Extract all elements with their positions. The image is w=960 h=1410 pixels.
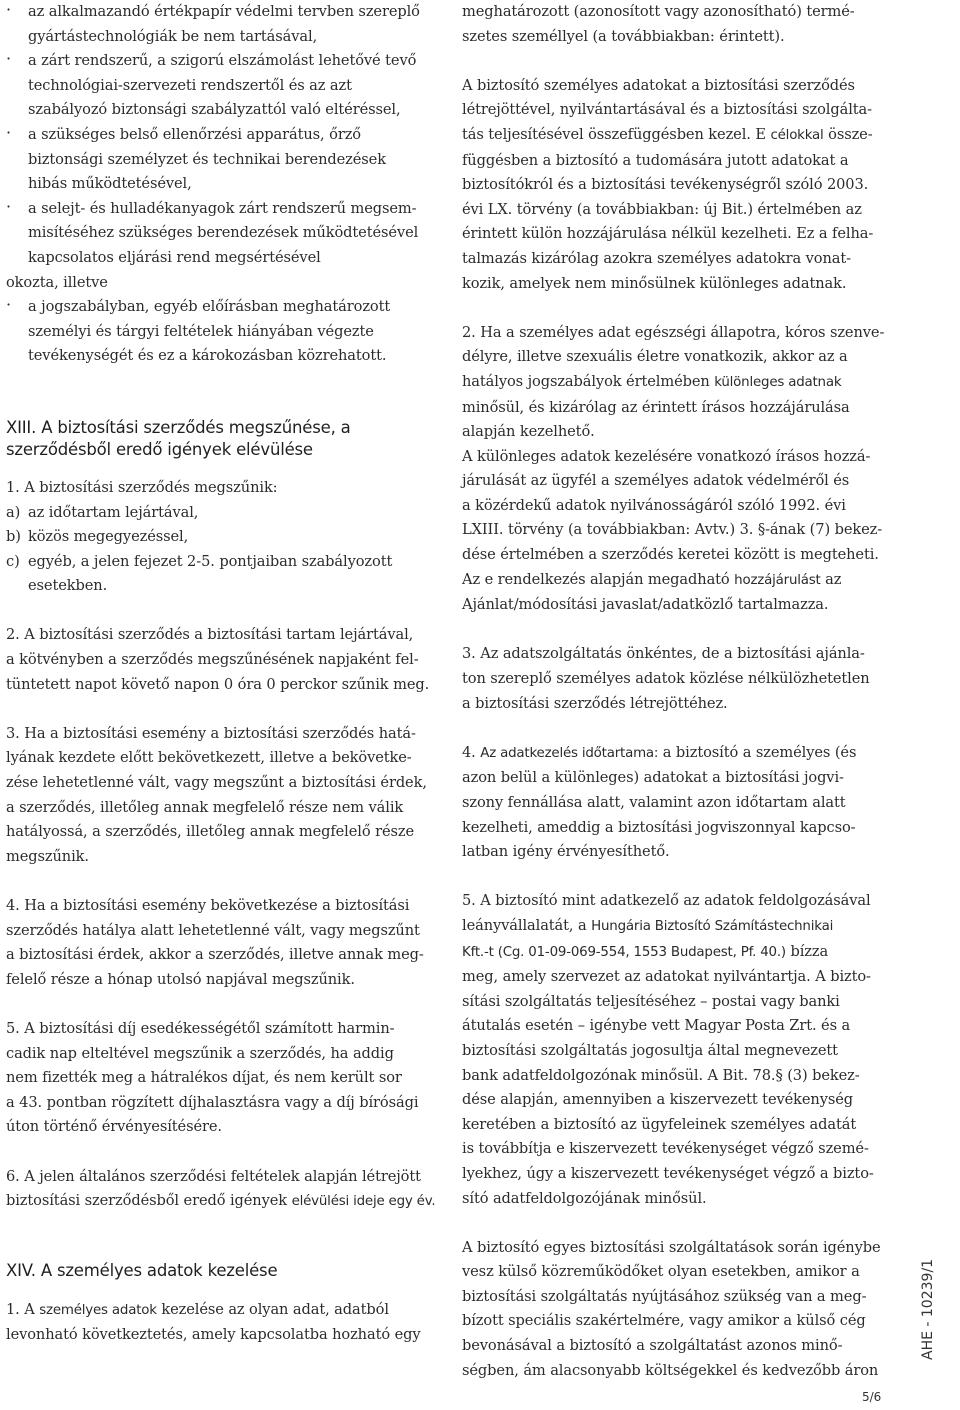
text-line: sítási szolgáltatás teljesítéséhez – postai vagy banki: [462, 992, 840, 1010]
right-column: [462, 0, 900, 1383]
text-run: Az e rendelkezés alapján megadható: [462, 570, 735, 588]
text-line: kezelheti, ameddig a biztosítási jogviszonnyal kapcso-: [462, 818, 856, 836]
text-line: A biztosító egyes biztosítási szolgáltatások során igénybe: [462, 1238, 881, 1256]
text-line: egyéb, a jelen fejezet 2-5. pontjaiban szabályozott: [28, 552, 393, 570]
text-run: leányvállalatát, a: [462, 916, 592, 934]
heading-line: szerződésből eredő igények elévülése: [6, 439, 313, 459]
text-line: szony fennállása alatt, valamint azon időtartam alatt: [462, 794, 846, 811]
paragraph-r3: [462, 642, 900, 716]
text-line: kozik, amelyek nem minősülnek különleges adatnak.: [462, 274, 847, 292]
bullet-item: [6, 0, 432, 49]
bullet-list: [6, 0, 432, 369]
text-line: [6, 1189, 436, 1215]
text-line: okozta, illetve: [6, 273, 108, 291]
highlight-text: elévülési ideje egy év.: [291, 1194, 436, 1210]
list-item: [6, 525, 432, 550]
text-line: dése alapján, amennyiben a kiszervezett tevékenység: [462, 1091, 854, 1109]
text-line: hibás működtetésével,: [28, 175, 192, 193]
text-line: · a szükséges belső ellenőrzési apparátus, őrző: [28, 125, 361, 143]
heading-line: XIII. A biztosítási szerződés megszűnése, a: [6, 417, 351, 437]
text-run: össze-: [823, 125, 873, 143]
text-run: tás teljesítésével összefüggésben kezel. E: [462, 125, 771, 143]
text-line: az időtartam lejártával,: [28, 503, 199, 521]
text-line: dése értelmében a szerződés keretei között is megteheti.: [462, 546, 879, 564]
text-line: Ajánlat/módosítási javaslat/adatközlő tartalmazza.: [462, 596, 829, 614]
text-line: [462, 370, 900, 396]
text-line: a 43. pontban rögzített díjhalasztásra vagy a díj bírósági: [6, 1093, 419, 1111]
text-line: biztosítókról és a biztosítási tevékenységről szóló 2003.: [462, 176, 869, 194]
text-line: [462, 568, 900, 594]
text-line: [462, 914, 900, 940]
text-line: tevékenységét és ez a károkozásban közrehatott.: [28, 347, 387, 365]
text-line: azon belül a különleges) adatokat a biztosítási jogvi-: [462, 769, 844, 787]
text-line: lyának kezdete előtt bekövetkezett, illetve a bekövetke-: [6, 749, 412, 767]
text-line: szerződés hatálya alatt lehetetlenné vált, vagy megszűnt: [6, 921, 420, 939]
bullet-item: [6, 197, 432, 271]
text-line: tüntetett napot követő napon 0 óra 0 perckor szűnik meg.: [6, 675, 430, 693]
text-line: érintett külön hozzájárulása nélkül kezelheti. Ez a felha-: [462, 225, 874, 243]
text-run: hatályos jogszabályok értelmében: [462, 372, 715, 390]
section-heading-xiii: [6, 417, 432, 461]
text-line: közös megegyezéssel,: [28, 528, 189, 546]
text-line: délyre, illetve szexuális életre vonatkozik, akkor az a: [462, 348, 848, 366]
text-line: cadik nap elteltével megszűnik a szerződés, ha addig: [6, 1044, 394, 1062]
text-line: is továbbítja e kiszervezett tevékenységet végző szemé-: [462, 1140, 869, 1158]
text-run: az: [820, 570, 842, 588]
text-line: ségben, ám alacsonyabb költségekkel és kedvezőbb áron: [462, 1361, 879, 1379]
text-line: bízott speciális szakértelmére, vagy amikor a külső cég: [462, 1312, 866, 1330]
paragraph-r4: [462, 741, 900, 865]
text-line: zése lehetetlenné vált, vagy megszűnt a biztosítási érdek,: [6, 774, 427, 792]
text-line: felelő része a hónap utolsó napjával megszűnik.: [6, 970, 355, 988]
paragraph-3: [6, 722, 432, 870]
highlight-text: Az adatkezelés időtartama:: [480, 745, 659, 761]
text-line: gyártástechnológiák be nem tartásával,: [28, 27, 318, 45]
text-line: alapján kezelhető.: [462, 423, 595, 441]
text-line: · az alkalmazandó értékpapír védelmi tervben szereplő: [28, 3, 420, 20]
text-line: levonható következtetés, amely kapcsolatba hozható egy: [6, 1326, 421, 1344]
text-line: járulását az ügyfél a személyes adatok védelméről és: [462, 472, 850, 490]
text-line: minősül, és kizárólag az érintett írásos hozzájárulása: [462, 398, 850, 416]
text-line: A biztosító személyes adatokat a biztosítási szerződés: [462, 76, 855, 94]
text-line: évi LX. törvény (a továbbiakban: új Bit.) értelmében az: [462, 200, 862, 218]
text-line: biztonsági személyzet és technikai berendezések: [28, 150, 386, 168]
text-line: 4. Ha a biztosítási esemény bekövetkezése a biztosítási: [6, 897, 410, 914]
paragraph-r5: [462, 889, 900, 1211]
text-line: keretében a biztosító az ügyfeleinek személyes adatát: [462, 1115, 857, 1133]
text-line: kapcsolatos eljárási rend megsértésével: [28, 248, 321, 266]
text-line: személyi és tárgyi feltételek hiányában végezte: [28, 322, 374, 340]
text-line: meghatározott (azonosított vagy azonosítható) termé-: [462, 3, 855, 20]
text-line: · a jogszabályban, egyéb előírásban meghatározott: [28, 298, 391, 316]
left-column: [6, 0, 436, 1348]
paragraph-4: [6, 894, 432, 992]
text-line: misítéséhez szükséges berendezések működtetésével: [28, 224, 419, 242]
text-line: biztosítási szolgáltatás jogosultja által megnevezett: [462, 1041, 838, 1059]
text-line: úton történő érvényesítésére.: [6, 1118, 222, 1136]
text-line: 3. Az adatszolgáltatás önkéntes, de a biztosítási ajánla-: [462, 645, 865, 663]
text-line: [6, 1298, 432, 1324]
document-code: AHE - 10239/1: [920, 1258, 936, 1360]
item-marker: a): [6, 503, 21, 521]
text-line: meg, amely szervezet az adatokat nyilvántartja. A bizto-: [462, 968, 871, 986]
item-marker: b): [6, 528, 21, 546]
highlight-text: személyes adatok: [39, 1302, 157, 1318]
list-item: [6, 501, 432, 526]
highlight-text: Hungária Biztosító Számítástechnikai: [591, 918, 834, 934]
highlight-text: különleges adatnak: [714, 374, 842, 390]
text-run: 4.: [462, 743, 481, 761]
highlight-text: hozzájárulást: [734, 572, 821, 588]
paragraph-r6: [462, 1236, 900, 1384]
paragraph-s1: [6, 1298, 432, 1348]
text-line: a biztosítási érdek, akkor a szerződés, illetve annak meg-: [6, 946, 424, 964]
paragraph-5: [6, 1017, 432, 1140]
text-line: technológiai-szervezeti rendszertől és az azt: [28, 76, 352, 94]
bullet-item: [6, 295, 432, 369]
text-line: 5. A biztosítási díj esedékességétől számított harmin-: [6, 1019, 395, 1037]
paragraph-6: [6, 1165, 436, 1215]
text-line: 6. A jelen általános szerződési feltételek alapján létrejött: [6, 1167, 421, 1185]
text-line: átutalás esetén – igénybe vett Magyar Posta Zrt. és a: [462, 1017, 851, 1035]
text-line: lyekhez, úgy a kiszervezett tevékenységet végző a bizto-: [462, 1164, 874, 1182]
text-line: nem fizették meg a hátralékos díjat, és nem került sor: [6, 1069, 402, 1087]
highlight-text: Kft.-t (Cg. 01-09-069-554, 1553 Budapest, Pf. 40.): [462, 944, 786, 960]
text-line: a biztosítási szerződés létrejöttéhez.: [462, 694, 728, 712]
text-line: hatályossá, a szerződés, illetőleg annak megfelelő része: [6, 823, 415, 841]
text-line: szabályozó biztonsági szabályzattól való eltéréssel,: [28, 101, 401, 119]
text-line: létrejöttével, nyilvántartásával és a biztosítási szolgálta-: [462, 101, 872, 119]
text-line: talmazás kizárólag azokra személyes adatokra vonat-: [462, 249, 851, 267]
bullet-item: [6, 123, 432, 197]
text-run: a biztosító a személyes (és: [658, 743, 857, 761]
bullet-item: [6, 49, 432, 123]
text-line: a kötvényben a szerződés megszűnésének napjaként fel-: [6, 651, 419, 669]
text-line: szetes személlyel (a továbbiakban: érintett).: [462, 27, 785, 45]
text-line: esetekben.: [28, 577, 108, 595]
text-run: kezelése az olyan adat, adatból: [156, 1300, 389, 1318]
list-item: [6, 550, 432, 599]
item-marker: c): [6, 552, 20, 570]
text-line: · a zárt rendszerű, a szigorú elszámolást lehetővé tevő: [28, 52, 417, 70]
text-line: A különleges adatok kezelésére vonatkozó írásos hozzá-: [462, 447, 871, 465]
paragraph-r2: [462, 321, 900, 618]
text-run: biztosítási szerződésből eredő igények: [6, 1192, 292, 1210]
text-line: a szerződés, illetőleg annak megfelelő része nem válik: [6, 798, 404, 816]
text-line: a közérdekű adatok nyilvánosságáról szóló 1992. évi: [462, 496, 846, 514]
section-heading-xiv: XIV. A személyes adatok kezelése: [6, 1260, 278, 1280]
paragraph-2: [6, 623, 432, 697]
text-run: bízza: [785, 942, 829, 960]
text-line: megszűnik.: [6, 847, 89, 865]
text-line: latban igény érvényesíthető.: [462, 843, 670, 861]
text-line: biztosítási szolgáltatás nyújtásához szükség van a meg-: [462, 1287, 867, 1305]
text-line: bank adatfeldolgozónak minősül. A Bit. 78.§ (3) bekez-: [462, 1066, 860, 1084]
text-run: 1. A: [6, 1300, 40, 1318]
text-line: 5. A biztosító mint adatkezelő az adatok feldolgozásával: [462, 892, 871, 910]
text-line: ton szereplő személyes adatok közlése nélkülözhetetlen: [462, 670, 870, 688]
paragraph-r0: [462, 0, 900, 49]
text-line: vesz külső közreműködőket olyan esetekben, amikor a: [462, 1263, 860, 1281]
text-line: 3. Ha a biztosítási esemény a biztosítási szerződés hatá-: [6, 724, 416, 742]
paragraph-1: [6, 476, 432, 599]
page-number: 5/6: [862, 1390, 882, 1404]
text-line: LXIII. törvény (a továbbiakban: Avtv.) 3. §-ának (7) bekez-: [462, 521, 883, 539]
text-line: 2. A biztosítási szerződés a biztosítási tartam lejártával,: [6, 626, 414, 644]
text-line: 2. Ha a személyes adat egészségi állapotra, kóros szenve-: [462, 323, 885, 341]
text-line: sító adatfeldolgozójának minősül.: [462, 1189, 707, 1207]
text-line: bevonásával a biztosító a szolgáltatást azonos minő-: [462, 1337, 843, 1355]
text-line: · a selejt- és hulladékanyagok zárt rendszerű megsem-: [28, 199, 417, 217]
text-line: [462, 940, 900, 966]
text-line: [462, 123, 900, 149]
text-line: 1. A biztosítási szerződés megszűnik:: [6, 478, 278, 496]
text-line: függésben a biztosító a tudomására jutott adatokat a: [462, 151, 849, 169]
paragraph-r1: [462, 74, 900, 296]
text-line: [462, 741, 900, 767]
highlight-text: célokkal: [770, 127, 824, 143]
